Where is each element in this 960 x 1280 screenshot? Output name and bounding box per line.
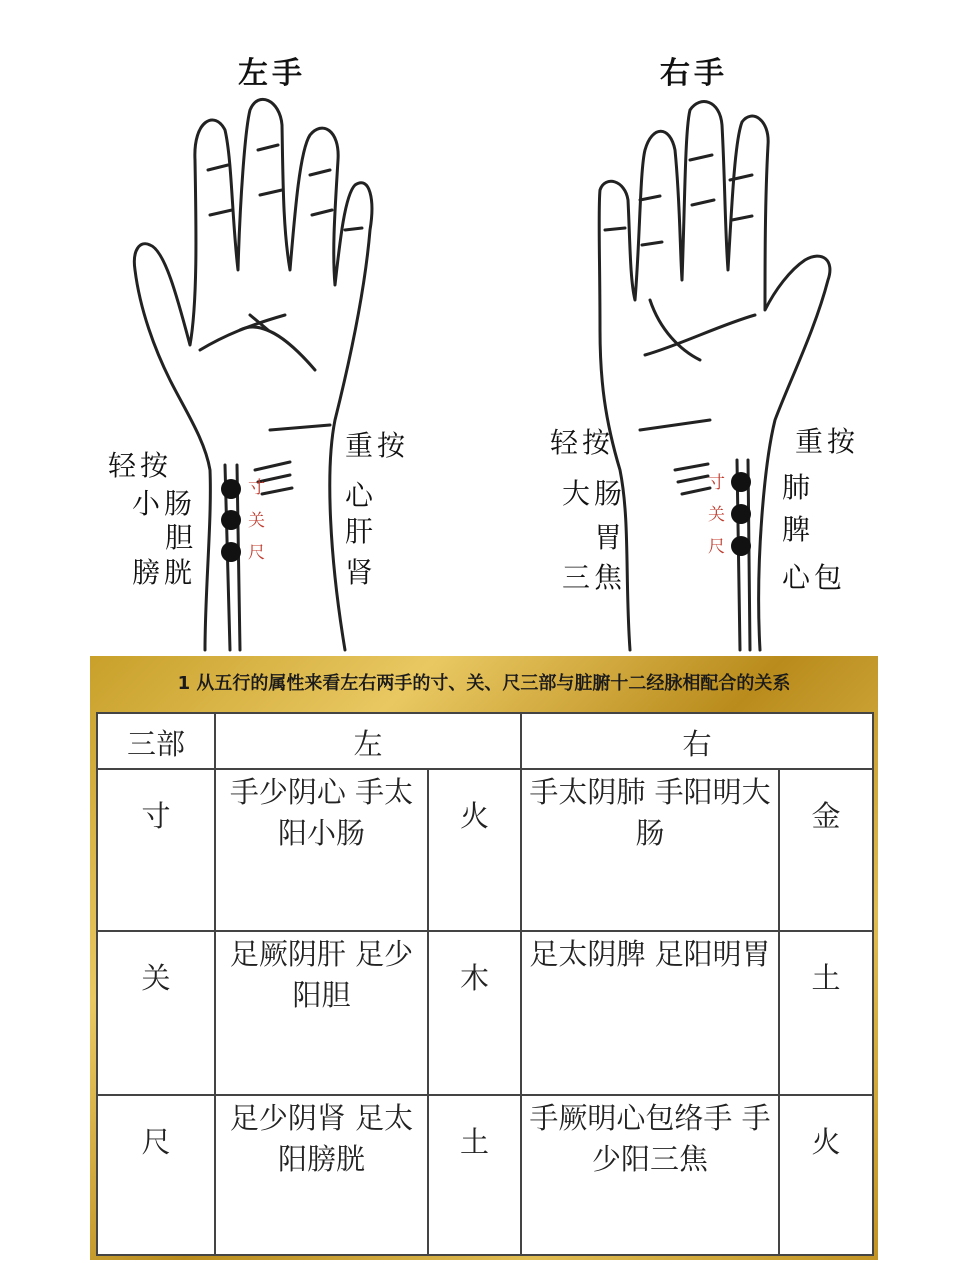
meridian: 手厥明心包络手	[529, 1101, 733, 1135]
table-row	[97, 1095, 873, 1255]
row-part-cun: 寸	[97, 769, 215, 931]
row-cun-left-element: 火	[428, 769, 521, 931]
table-row	[97, 769, 873, 931]
row-cun-left-meridians	[215, 769, 428, 931]
correspondence-table-frame	[90, 656, 878, 1260]
right-pos-cun: 寸	[708, 473, 725, 493]
meridian: 足阳明胃	[654, 937, 771, 971]
right-light-organ-2: 胃	[594, 521, 627, 554]
header-right: 右	[521, 713, 873, 769]
left-light-organ-2: 胆	[165, 521, 198, 554]
meridian: 手少阳三焦	[592, 1101, 771, 1176]
left-hand-title: 左手	[238, 56, 306, 91]
left-light-organ-3: 膀胱	[132, 556, 197, 589]
table-header-row	[97, 713, 873, 769]
right-heavy-press-label: 重按	[795, 425, 860, 458]
left-heavy-organ-1: 心	[345, 479, 378, 512]
right-light-organ-1: 大肠	[562, 477, 627, 510]
left-pos-guan: 关	[248, 511, 265, 531]
meridian: 手太阴肺	[529, 775, 646, 809]
left-heavy-organ-2: 肝	[345, 515, 378, 548]
right-cun-dot	[731, 472, 751, 492]
header-left: 左	[215, 713, 521, 769]
right-chi-dot	[731, 536, 751, 556]
meridian: 足太阳膀胱	[277, 1101, 414, 1176]
row-cun-right-element: 金	[779, 769, 873, 931]
right-guan-dot	[731, 504, 751, 524]
table-title: 1 从五行的属性来看左右两手的寸、关、尺三部与脏腑十二经脉相配合的关系	[177, 673, 791, 694]
meridian: 手阳明大肠	[635, 775, 771, 850]
row-chi-right-meridians	[521, 1095, 779, 1255]
left-chi-dot	[221, 542, 241, 562]
row-guan-left-element: 木	[428, 931, 521, 1095]
table-row	[97, 931, 873, 1095]
left-light-press-label: 轻按	[108, 449, 173, 482]
right-heavy-organ-2: 脾	[782, 513, 815, 546]
row-part-guan: 关	[97, 931, 215, 1095]
meridian: 手少阴心	[229, 775, 346, 809]
meridian: 足太阴脾	[529, 937, 646, 971]
right-light-organ-3: 三焦	[562, 561, 627, 594]
row-cun-right-meridians	[521, 769, 779, 931]
row-guan-right-meridians	[521, 931, 779, 1095]
left-guan-dot	[221, 510, 241, 530]
right-heavy-organ-3: 心包	[782, 561, 847, 594]
correspondence-table	[96, 712, 874, 1256]
header-parts: 三部	[97, 713, 215, 769]
table-body	[96, 712, 872, 1254]
right-pos-guan: 关	[708, 505, 725, 525]
row-part-chi: 尺	[97, 1095, 215, 1255]
right-hand-title: 右手	[660, 56, 728, 91]
row-chi-left-element: 土	[428, 1095, 521, 1255]
left-heavy-press-label: 重按	[345, 429, 410, 462]
left-pos-chi: 尺	[248, 543, 265, 563]
meridian: 手太阳小肠	[277, 775, 414, 850]
row-guan-right-element: 土	[779, 931, 873, 1095]
left-light-organ-1: 小肠	[132, 487, 197, 520]
right-light-press-label: 轻按	[550, 426, 615, 459]
meridian: 足少阳胆	[292, 937, 414, 1012]
meridian: 足少阴肾	[229, 1101, 346, 1135]
row-guan-left-meridians	[215, 931, 428, 1095]
left-cun-dot	[221, 479, 241, 499]
left-pos-cun: 寸	[248, 478, 265, 498]
right-heavy-organ-1: 肺	[782, 471, 815, 504]
meridian: 足厥阴肝	[229, 937, 346, 971]
row-chi-left-meridians	[215, 1095, 428, 1255]
left-heavy-organ-3: 肾	[345, 556, 378, 589]
right-pos-chi: 尺	[708, 537, 725, 557]
row-chi-right-element: 火	[779, 1095, 873, 1255]
